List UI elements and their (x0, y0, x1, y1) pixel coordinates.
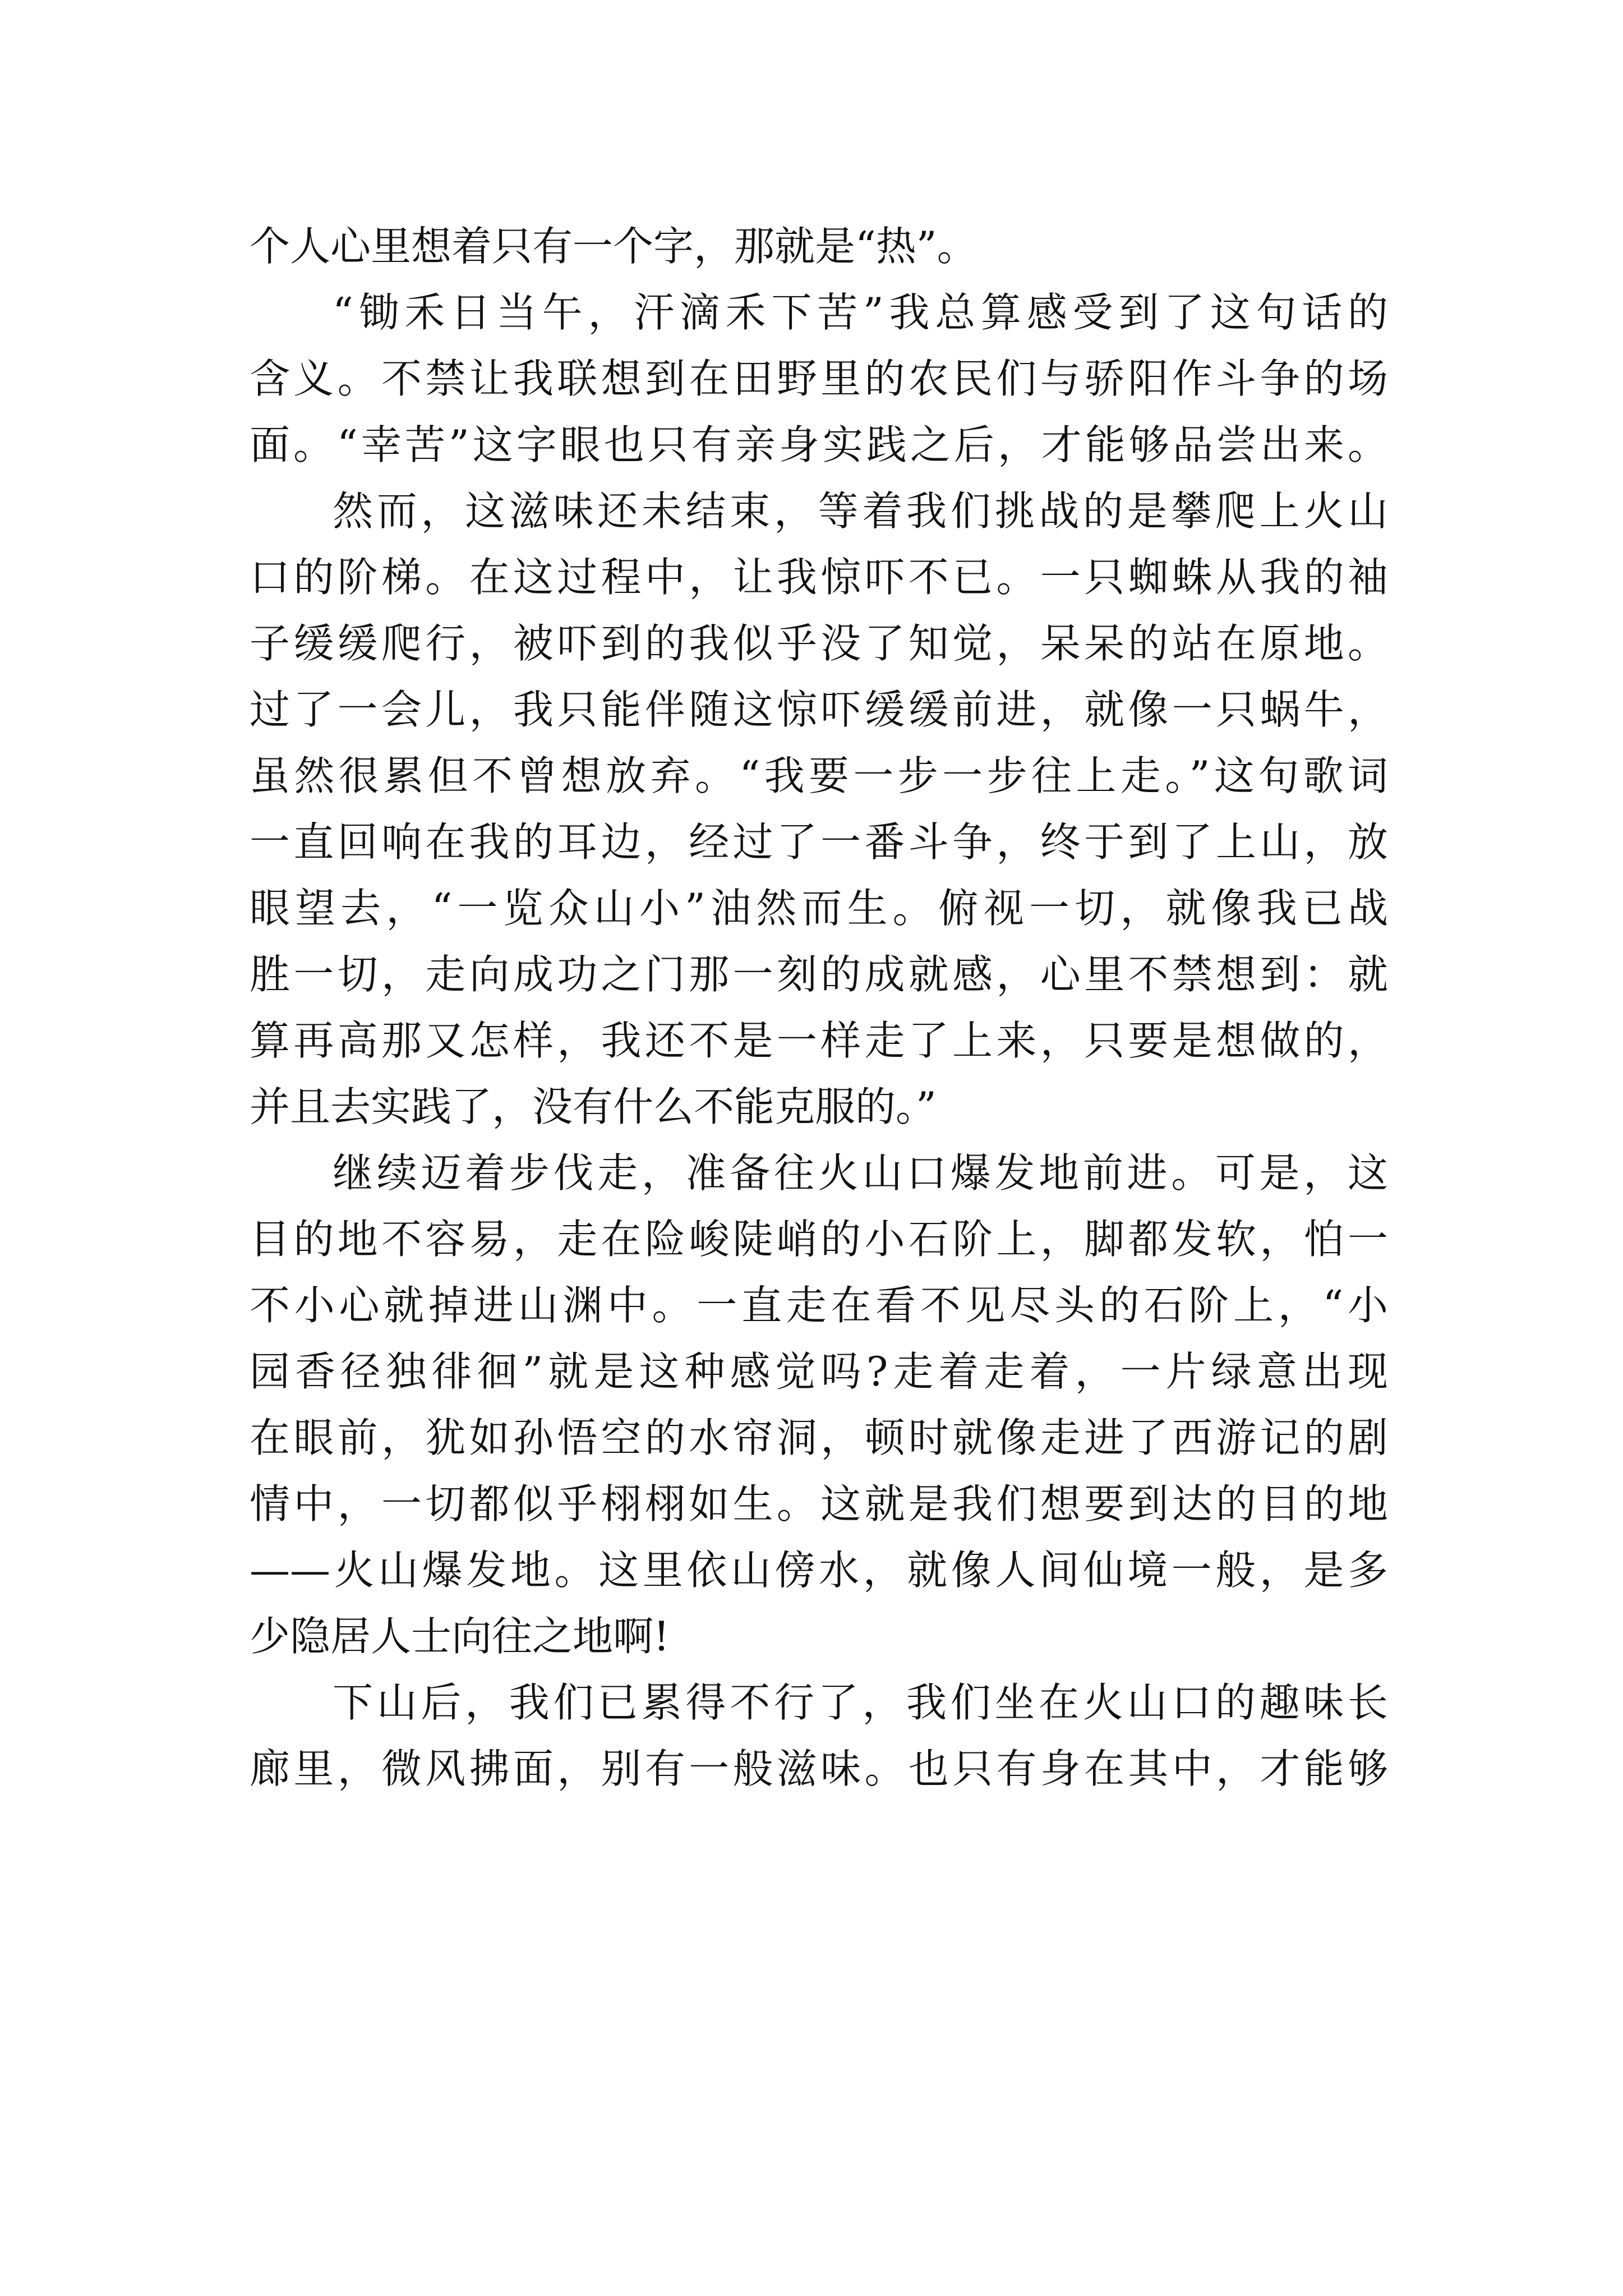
text-line: 含义。不禁让我联想到在田野里的农民们与骄阳作斗争的场 (250, 355, 1388, 402)
text-line: 子缓缓爬行，被吓到的我似乎没了知觉，呆呆的站在原地。 (250, 620, 1388, 667)
text-line: 情中，一切都似乎栩栩如生。这就是我们想要到达的目的地 (250, 1480, 1388, 1527)
text-line: 并且去实践了，没有什么不能克服的。” (250, 1083, 937, 1130)
paragraph-first-line: “锄禾日当午，汗滴禾下苦”我总算感受到了这句话的 (333, 289, 1388, 336)
text-line: 面。“幸苦”这字眼也只有亲身实践之后，才能够品尝出来。 (250, 421, 1388, 468)
text-line: 胜一切，走向成功之门那一刻的成就感，心里不禁想到：就 (250, 951, 1388, 998)
text-line: 过了一会儿，我只能伴随这惊吓缓缓前进，就像一只蜗牛， (250, 686, 1388, 733)
text-line: 个人心里想着只有一个字，那就是“热”。 (250, 223, 978, 270)
text-line: 目的地不容易，走在险峻陡峭的小石阶上，脚都发软，怕一 (250, 1216, 1388, 1263)
paragraph-first-line: 下山后，我们已累得不行了，我们坐在火山口的趣味长 (333, 1679, 1388, 1726)
text-line: 算再高那又怎样，我还不是一样走了上来，只要是想做的， (250, 1017, 1388, 1064)
paragraph-first-line: 然而，这滋味还未结束，等着我们挑战的是攀爬上火山 (333, 487, 1388, 535)
text-line: 在眼前，犹如孙悟空的水帘洞，顿时就像走进了西游记的剧 (250, 1414, 1388, 1461)
text-line: 一直回响在我的耳边，经过了一番斗争，终于到了上山，放 (250, 818, 1388, 866)
text-line: 少隐居人士向往之地啊! (250, 1613, 670, 1660)
body-text (250, 213, 1388, 1802)
text-line: 园香径独徘徊”就是这种感觉吗?走着走着，一片绿意出现 (250, 1348, 1388, 1395)
text-line: ——火山爆发地。这里依山傍水，就像人间仙境一般，是多 (250, 1547, 1388, 1594)
paragraph-first-line: 继续迈着步伐走，准备往火山口爆发地前进。可是，这 (333, 1149, 1388, 1197)
text-line: 口的阶梯。在这过程中，让我惊吓不已。一只蜘蛛从我的袖 (250, 554, 1388, 601)
text-line: 不小心就掉进山渊中。一直走在看不见尽头的石阶上，“小 (250, 1282, 1388, 1329)
text-line: 眼望去，“一览众山小”油然而生。俯视一切，就像我已战 (250, 885, 1388, 932)
text-line: 虽然很累但不曾想放弃。“我要一步一步往上走。”这句歌词 (250, 752, 1388, 799)
text-line: 廊里，微风拂面，别有一般滋味。也只有身在其中，才能够 (250, 1745, 1388, 1792)
